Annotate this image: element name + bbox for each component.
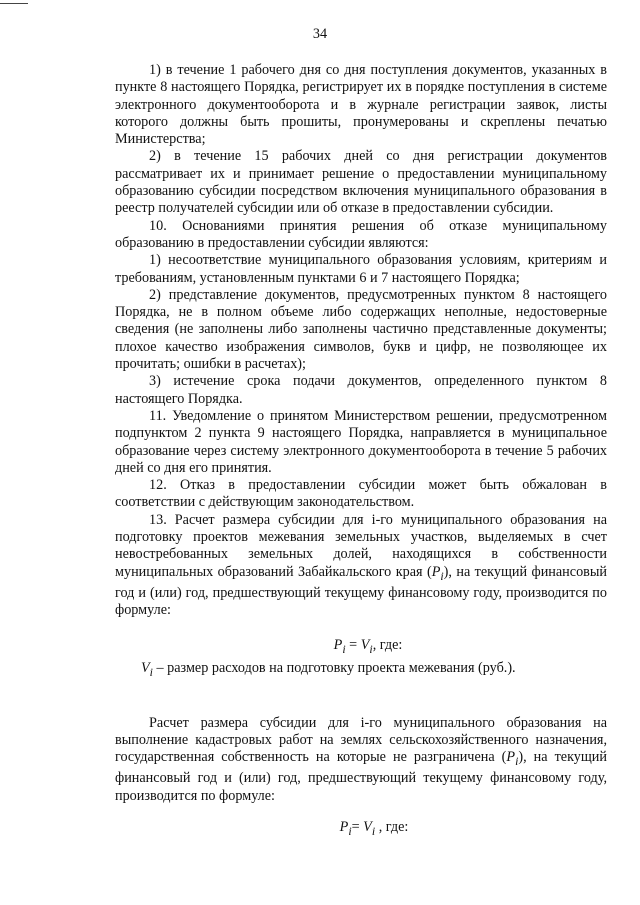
formula-cadastral: $P_i= V_i$ , где: (339, 818, 409, 838)
formula-mezhevanie-note: $V_i$ – размер расходов на подготовку проекта межевания (руб.). (141, 660, 516, 680)
document-body (115, 62, 607, 840)
paragraph-13: 13. Расчет размера субсидии для i-го муниципального образования на подготовку проектов межевания земельных участков, выделяемых в счет невостребованных земельных долей, находящихся в собственности муниципальных образований Забайкальского края $(P_i)$, на текущий финансовый год и (или) год, предшествующий текущему финансовому году, производится по формуле: (115, 511, 607, 619)
paragraph-10-3: 3) истечение срока подачи документов, определенного пунктом 8 настоящего Порядка. (115, 373, 607, 407)
paragraph-11: 11. Уведомление о принятом Министерством решении, предусмотренном подпунктом 2 пункта 9 настоящего Порядка, направляется в муниципальное образование через систему электронного документооборота в течение 5 рабочих дней со дня его принятия. (115, 407, 607, 476)
paragraph-9-1: 1) в течение 1 рабочего дня со дня поступления документов, указанных в пункте 8 настоящего Порядка, регистрирует их в порядке поступления в системе электронного документооборота и в журнале регистрации заявок, листы которого должны быть прошиты, пронумерованы и скреплены печатью Министерства; (115, 62, 607, 148)
paragraph-9-2: 2) в течение 15 рабочих дней со дня регистрации документов рассматривает их и принимает решение о предоставлении муниципальному образованию субсидии посредством включения муниципального образования в реестр получателей субсидии или об отказе в предоставлении субсидии. (115, 148, 607, 217)
formula-mezhevanie: $P_i = V_i$, где: (333, 637, 403, 657)
paragraph-cadastral: Расчет размера субсидии для i-го муниципального образования на выполнение кадастровых работ на землях сельскохозяйственного назначения, государственная собственность на которые не разграничена $(P_i)$, на текущий финансовый год и (или) год, предшествующий текущему финансовому году, производится по формуле: (115, 714, 607, 804)
paragraph-10-1: 1) несоответствие муниципального образования условиям, критериям и требованиям, установленным пунктами 6 и 7 настоящего Порядка; (115, 252, 607, 286)
paragraph-10: 10. Основаниями принятия решения об отказе муниципальному образованию в предоставлении субсидии являются: (115, 217, 607, 251)
page-number: 34 (312, 26, 328, 42)
paragraph-12: 12. Отказ в предоставлении субсидии может быть обжалован в соответствии с действующим законодательством. (115, 477, 607, 511)
paragraph-10-2: 2) представление документов, предусмотренных пунктом 8 настоящего Порядка, не в полном объеме либо содержащих неполные, недостоверные сведения (не заполнены либо заполнены частично представленные документы; плохое качество изображения символов, букв и цифр, не позволяющее их прочитать; ошибки в расчетах); (115, 286, 607, 373)
corner-scan-mark (0, 3, 28, 4)
